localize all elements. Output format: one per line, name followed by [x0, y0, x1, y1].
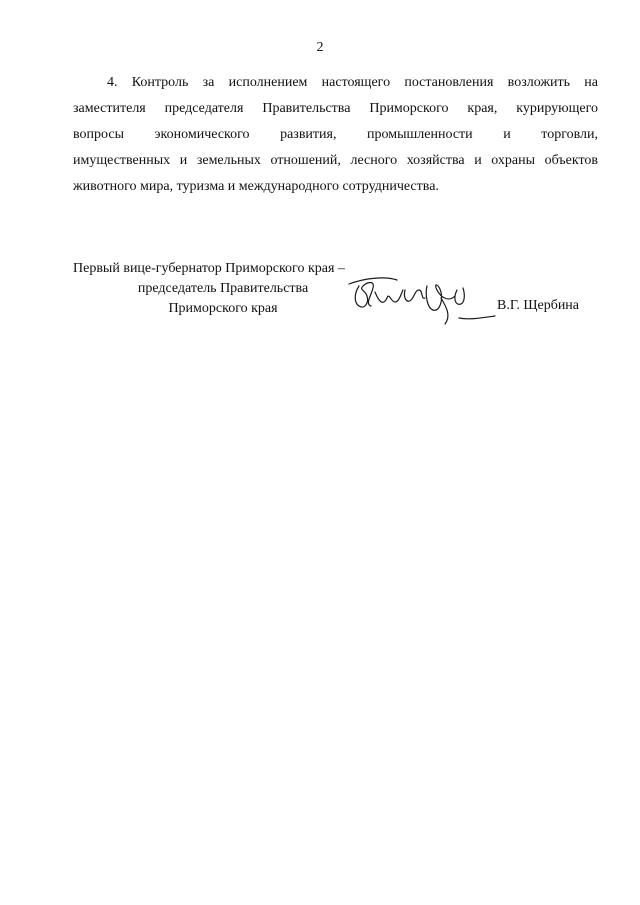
clause-line: заместителя председателя Правительства Приморского края, курирующего	[73, 101, 598, 116]
clause-4	[73, 70, 598, 200]
clause-line: имущественных и земельных отношений, лесного хозяйства и охраны объектов	[73, 153, 598, 168]
page-number: 2	[316, 40, 324, 55]
clause-line: 4. Контроль за исполнением настоящего постановления возложить на	[107, 75, 598, 90]
signatory-title-line: Первый вице-губернатор Приморского края –	[73, 261, 345, 276]
clause-line: животного мира, туризма и международного сотрудничества.	[73, 179, 439, 194]
handwritten-signature-icon	[345, 268, 505, 334]
signer-name: В.Г. Щербина	[497, 298, 580, 313]
clause-line: вопросы экономического развития, промышленности и торговли,	[73, 127, 598, 142]
signatory-title	[73, 259, 373, 319]
signatory-title-line: председатель Правительства	[137, 281, 309, 296]
signatory-title-line: Приморского края	[168, 301, 278, 316]
